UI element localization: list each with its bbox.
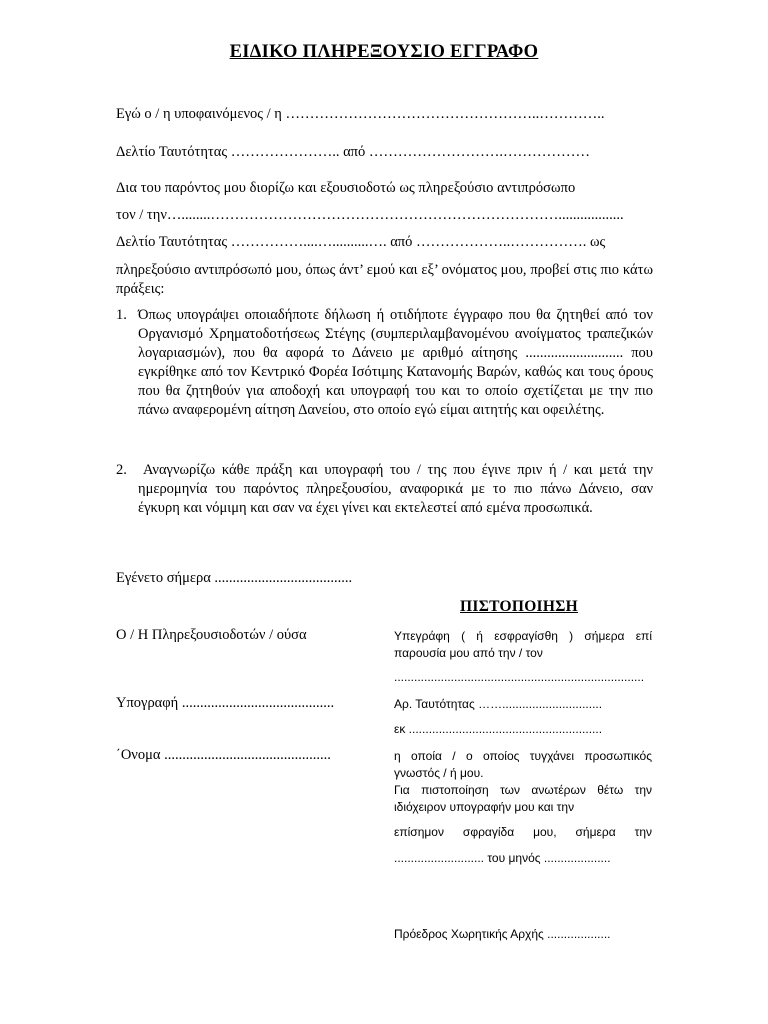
signature-line: Υπογραφή .......................................... [116,695,335,711]
official-seal-text: επίσημον σφραγίδα μου, σήμερα την [394,825,652,839]
certification-heading: ΠΙΣΤΟΠΟΙΗΣΗ [460,598,579,615]
list-item-text: Αναγνωρίζω κάθε πράξη και υπογραφή του / της που έγινε πριν ή / και μετά την ημερομηνία του παρόντος πληρεξουσίου, αναφορικά με το πιο πάνω Δάνειο, σαν έγκυρη και νόμιμη και σαν να έχει γίνει και εκτελεστεί από εμένα προσωπικά. [138,462,653,516]
issued-by-line: εκ .......................................................... [394,722,603,736]
name-line: ΄Ονομα .............................................. [116,747,331,763]
council-president-line: Πρόεδρος Χωρητικής Αρχής ................... [394,927,611,941]
list-item [116,306,653,420]
date-month-line: ........................... του μηνός .................... [394,851,611,865]
grantor-label: Ο / Η Πληρεξουσιοδοτών / ούσα [116,627,307,643]
certification-text: Για πιστοποίηση των ανωτέρων θέτω την ιδιόχειρον υπογραφήν μου και την [394,783,652,814]
declarant-id-line: Δελτίο Ταυτότητας ………………….. από ……………………….……………… [116,144,590,160]
certifier-id-line: Αρ. Ταυτότητας …….............................. [394,697,603,711]
attorney-id-line: Δελτίο Ταυτότητας ……………....…..........…. από ………………..……………. ως [116,234,606,250]
appointment-line: Δια του παρόντος μου διορίζω και εξουσιοδοτώ ως πληρεξούσιο αντιπρόσωπο [116,180,576,196]
date-line: Εγένετο σήμερα ...................................... [116,570,353,586]
declarant-line: Εγώ ο / η υποφαινόμενος / η ……………………………………………..………….. [116,106,605,122]
attorney-name-line: τον / την…........……………………………………………………………….................. [116,207,624,223]
certifier-name-line: ........................................................................... [394,670,645,684]
list-item-number: 1. [116,307,127,323]
list-item-number: 2. [116,462,127,478]
list-item [116,461,653,518]
document-title: ΕΙΔΙΚΟ ΠΛΗΡΕΞΟΥΣΙΟ ΕΓΓΡΑΦΟ [229,42,539,62]
attorney-powers-paragraph: πληρεξούσιο αντιπρόσωπό μου, όπως άντ’ εμού και εξ’ ονόματος μου, προβεί στις πιο κάτω πράξεις: [116,262,653,297]
signed-in-presence-text: Υπεγράφη ( ή εσφραγίσθη ) σήμερα επί παρουσία μου από την / τον [394,629,652,660]
personally-known-text: η οποία / ο οποίος τυγχάνει προσωπικός γνωστός / ή μου. [394,749,652,780]
list-item-text: Όπως υπογράψει οποιαδήποτε δήλωση ή οτιδήποτε έγγραφο που θα ζητηθεί από τον Οργανισμό Χρηματοδοτήσεως Στέγης (συμπεριλαμβανομένου ανοίγματος τραπεζικών λογαριασμών), που θα αφορά το Δάνειο με αριθμό αίτησης ........................... που εγκρίθηκε από τον Κεντρικό Φορέα Ισότιμης Κατανομής Βαρών, καθώς και τους όρους που θα ζητηθούν για αποδοχή και υπογραφή του και το οποίο σχετίζεται με την πιο πάνω αναφερομένη αίτηση Δανείου, στο οποίο εγώ είμαι αιτητής και οφειλέτης. [138,307,653,418]
